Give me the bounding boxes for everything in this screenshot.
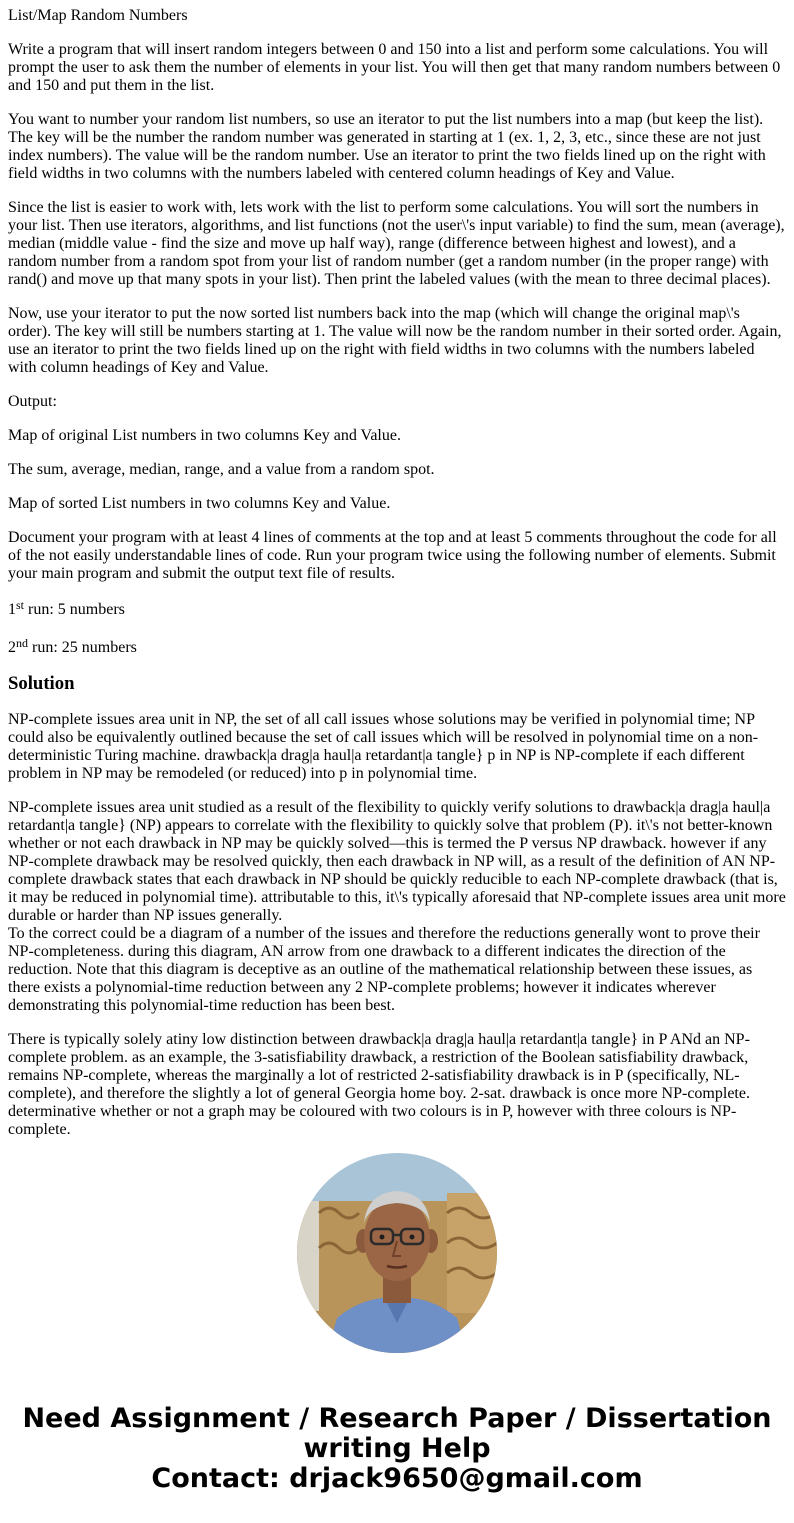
run-2-text: run: 25 numbers [28, 639, 137, 656]
question-paragraph-5: Document your program with at least 4 lines of comments at the top and at least 5 comments throughout the code for all of the not easily understandable lines of code. Run your program twice using the following number of elements. Submit your main program and submit the output text file of results. [8, 529, 777, 582]
output-label: Output: [8, 393, 57, 410]
run-2-suffix: nd [16, 636, 28, 650]
run-1-number: 1 [8, 601, 16, 618]
solution-paragraph-1: NP-complete issues area unit in NP, the set of all call issues whose solutions may be verified in polynomial time; NP could also be equivalently outlined because the set of call issues which will be resolved in polynomial time on a non-deterministic Turing machine. drawback|a drag|a haul|a retardant|a tangle} p in NP is NP-complete if each different problem in NP may be remodeled (or reduced) into p in polynomial time. [8, 711, 759, 782]
run-2 [8, 637, 786, 659]
footer-line-1: Need Assignment / Research Paper / Dissertation [22, 1403, 772, 1434]
question-paragraph-1: Write a program that will insert random integers between 0 and 150 into a list and perform some calculations. You will prompt the user to ask them the number of elements in your list. You will then get that many random numbers between 0 and 150 and put them in the list. [8, 41, 781, 94]
run-2-number: 2 [8, 639, 16, 656]
question-paragraph-3: Since the list is easier to work with, lets work with the list to perform some calculations. You will sort the numbers in your list. Then use iterators, algorithms, and list functions (not the user\'s input variable) to find the sum, mean (average), median (middle value - find the size and move up half way), range (difference between highest and lowest), and a random number from a random spot from your list of random number (get a random number (in the proper range) with rand() and move up that many spots in your list). Then print the labeled values (with the mean to three decimal places). [8, 199, 785, 288]
run-1-suffix: st [16, 598, 25, 612]
solution-paragraph-3: To the correct could be a diagram of a number of the issues and therefore the reductions generally wont to prove their NP-completeness. during this diagram, AN arrow from one drawback to a different indicates the direction of the reduction. Note that this diagram is deceptive as an outline of the mathematical relationship between these issues, as there exists a polynomial-time reduction between any 2 NP-complete problems; however it indicates wherever demonstrating this polynomial-time reduction has been best. [8, 925, 760, 1014]
question-paragraph-2: You want to number your random list numbers, so use an iterator to put the list numbers into a map (but keep the list). The key will be the number the random number was generated in starting at 1 (ex. 1, 2, 3, etc., since these are not just index numbers). The value will be the random number. Use an iterator to print the two fields lined up on the right with field widths in two columns with the numbers labeled with centered column headings of Key and Value. [8, 111, 766, 182]
footer-line-2: writing Help [303, 1433, 491, 1464]
run-1 [8, 599, 786, 621]
solution-paragraph-4: There is typically solely atiny low distinction between drawback|a drag|a haul|a retardant|a tangle} in P ANd an NP-complete problem. as an example, the 3-satisfiability drawback, a restriction of the Boolean satisfiability drawback, remains NP-complete, whereas the marginally a lot of restricted 2-satisfiability drawback is in P (specifically, NL-complete), and therefore the slightly a lot of general Georgia home boy. 2-sat. drawback is once more NP-complete. determinative whether or not a graph may be coloured with two colours is in P, however with three colours is NP-complete. [8, 1031, 750, 1138]
solution-body [8, 711, 786, 1153]
run-1-text: run: 5 numbers [24, 601, 125, 618]
footer-banner [0, 1404, 794, 1494]
solution-paragraph-2: NP-complete issues area unit studied as a result of the flexibility to quickly verify solutions to drawback|a drag|a haul|a retardant|a tangle} (NP) appears to correlate with the flexibility to quickly solve that problem (P). it\'s not better-known whether or not each drawback in NP may be quickly solved—this is termed the P versus NP drawback. however if any NP-complete drawback may be resolved quickly, then each drawback in NP will, as a result of the definition of AN NP-complete drawback states that each drawback in NP should be quickly reducible to each NP-complete drawback (that is, it may be reduced in polynomial time). attributable to this, it\'s typically aforesaid that NP-complete issues area unit more durable or harder than NP issues generally. [8, 799, 786, 924]
footer-contact: Contact: drjack9650@gmail.com [151, 1463, 643, 1494]
person-photo-icon [297, 1153, 497, 1353]
question-paragraph-4: Now, use your iterator to put the now sorted list numbers back into the map (which will change the original map\'s order). The key will still be numbers starting at 1. The value will now be the random number in their sorted order. Again, use an iterator to print the two fields lined up on the right with field widths in two columns with the numbers labeled with column headings of Key and Value. [8, 305, 782, 376]
avatar [297, 1153, 497, 1353]
output-item-2: The sum, average, median, range, and a value from a random spot. [8, 461, 435, 478]
question-title: List/Map Random Numbers [8, 7, 188, 24]
output-item-1: Map of original List numbers in two columns Key and Value. [8, 427, 401, 444]
document-content [8, 7, 786, 1153]
solution-heading: Solution [8, 673, 75, 694]
output-item-3: Map of sorted List numbers in two columns Key and Value. [8, 495, 391, 512]
